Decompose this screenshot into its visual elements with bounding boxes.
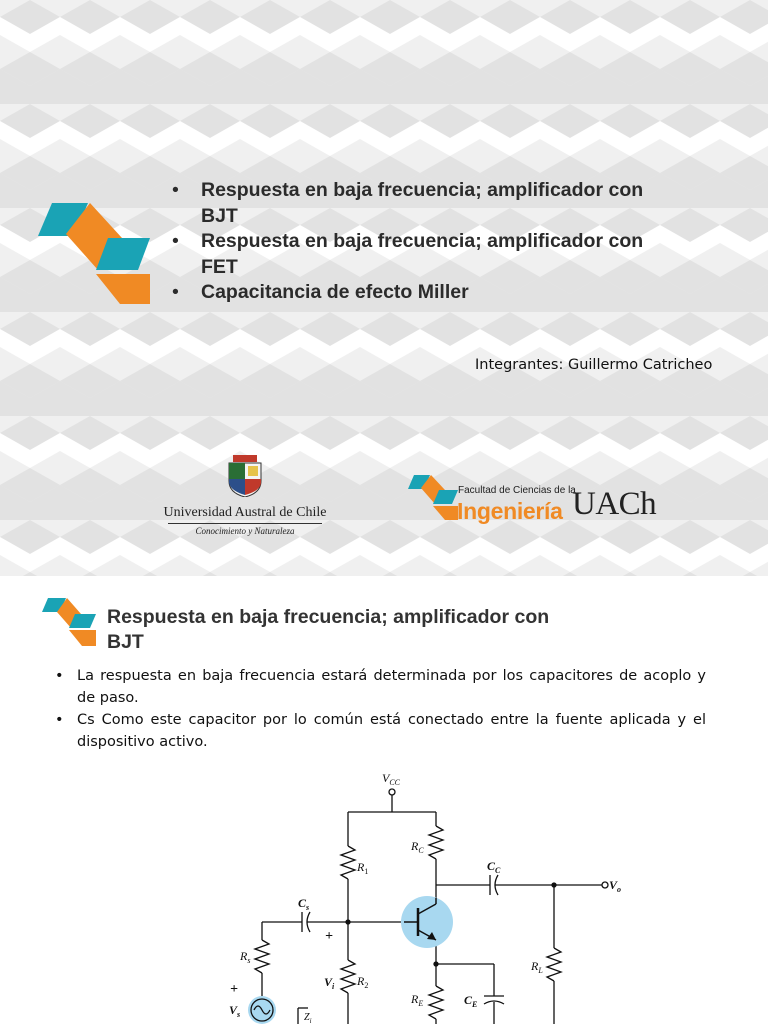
slide-title: Respuesta en baja frecuencia; amplificador con BJT <box>107 606 550 653</box>
bullet-text: Cs Como este capacitor por lo común está conectado entre la fuente aplicada y el dispositivo activo. <box>77 712 706 750</box>
faculty-logo-icon <box>404 472 460 522</box>
bullet-marker: • <box>172 281 179 303</box>
label-cc: $C_C$ <box>487 859 501 875</box>
title-bullet-list <box>172 178 652 306</box>
university-motto: Conocimiento y Naturaleza <box>168 523 322 536</box>
university-crest-icon <box>225 455 265 497</box>
list-item <box>172 280 652 306</box>
faculty-logo-large <box>30 198 160 310</box>
bullet-text: Capacitancia de efecto Miller <box>201 281 469 303</box>
label-vcc: $V_{CC}$ <box>382 771 401 787</box>
label-r2: $R_2$ <box>357 974 369 990</box>
bullet-marker: • <box>55 712 64 728</box>
faculty-top-text: Facultad de Ciencias de la <box>458 485 576 496</box>
bullet-text: Respuesta en baja frecuencia; amplificador con FET <box>201 230 644 278</box>
list-item <box>172 178 652 229</box>
label-vs: $V_s$ <box>229 1003 241 1019</box>
university-logo <box>160 455 330 536</box>
label-rs: $R_s$ <box>240 949 251 965</box>
label-vo: $V_o$ <box>609 878 622 894</box>
label-rl: $R_L$ <box>531 959 543 975</box>
bjt-amplifier-circuit <box>0 576 768 1024</box>
bullet-text: La respuesta en baja frecuencia estará determinada por los capacitores de acoplo y de paso. <box>77 668 706 706</box>
faculty-main-text: Ingeniería <box>457 498 563 524</box>
label-rc: $R_C$ <box>411 839 424 855</box>
bullet-marker: • <box>55 668 64 684</box>
label-vi: $V_i$ <box>324 975 335 991</box>
bullet-text: Respuesta en baja frecuencia; amplificador con BJT <box>201 179 644 227</box>
members-text: Integrantes: Guillermo Catricheo <box>475 357 713 373</box>
label-r1: $R_1$ <box>357 860 369 876</box>
label-cs: $C_s$ <box>298 896 310 912</box>
list-item <box>172 229 652 280</box>
label-plus-vi: + <box>325 929 333 944</box>
label-ce: $C_E$ <box>464 993 478 1009</box>
signal-source <box>248 996 276 1024</box>
label-plus-vs: + <box>230 982 238 997</box>
university-name: Universidad Austral de Chile <box>163 505 327 520</box>
bullet-marker: • <box>172 230 179 252</box>
label-re: $R_E$ <box>411 992 424 1008</box>
content-slide <box>0 576 768 1024</box>
bullet-marker: • <box>172 179 179 201</box>
label-zi: $Z_i$ <box>304 1012 312 1024</box>
faculty-acronym: UACh <box>572 486 657 522</box>
faculty-logo <box>404 470 657 525</box>
